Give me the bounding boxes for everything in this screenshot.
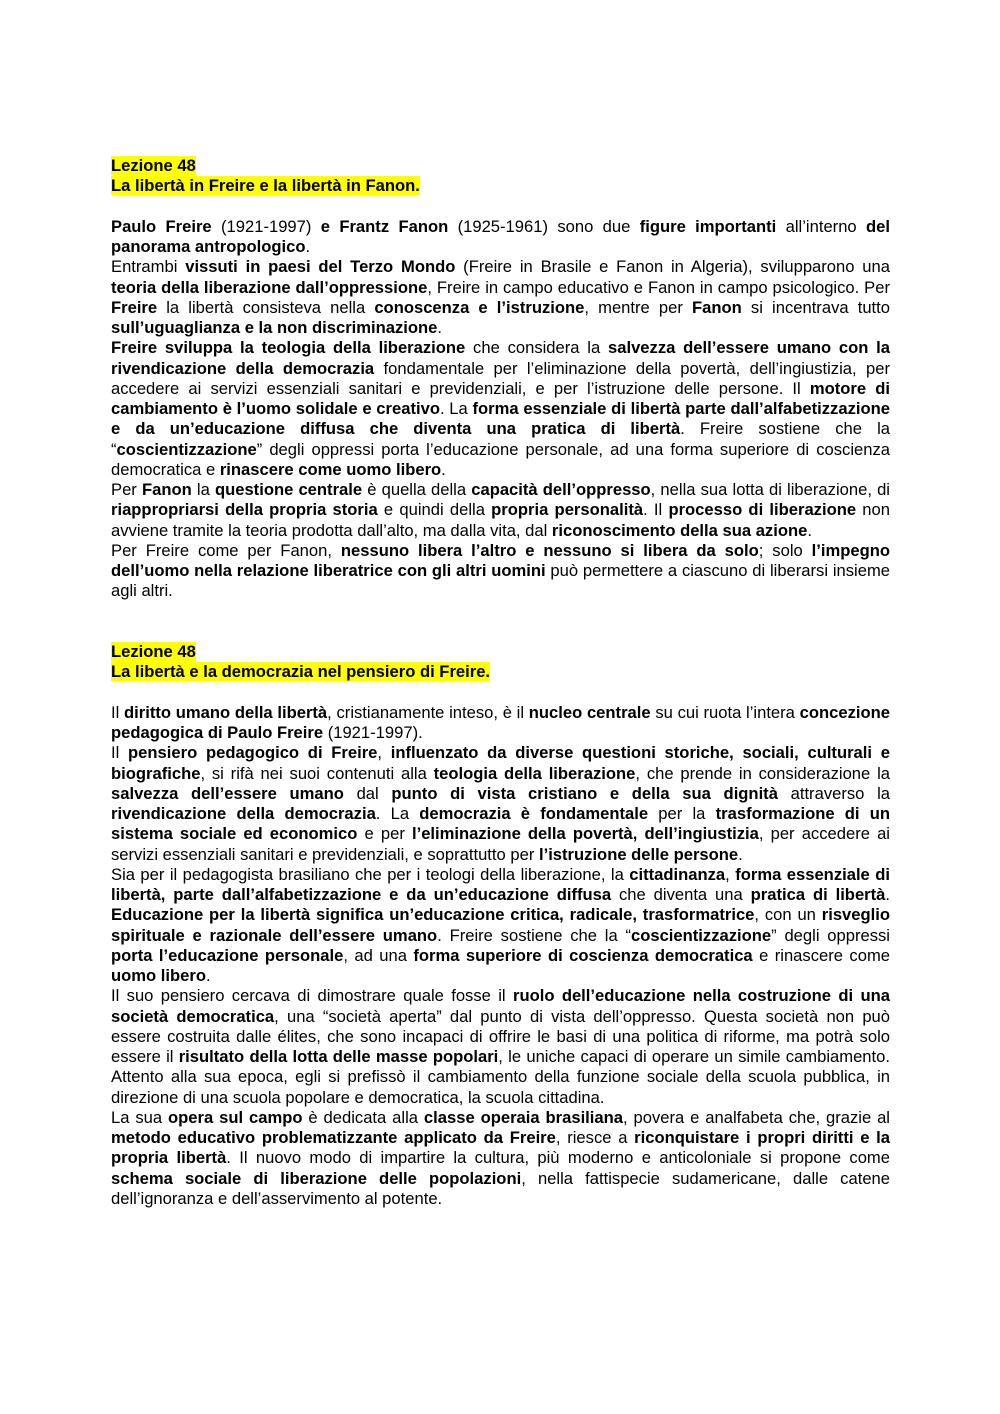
text: . bbox=[305, 237, 311, 256]
bold-text: opera sul campo bbox=[168, 1107, 303, 1127]
bold-text: salvezza dell’essere umano bbox=[111, 783, 344, 803]
lesson-2-heading bbox=[111, 642, 890, 683]
text: Il suo pensiero cercava di dimostrare quale fosse il bbox=[111, 986, 513, 1006]
bold-text: Freire bbox=[111, 297, 158, 317]
text: , che prende in considerazione la bbox=[635, 763, 890, 783]
text: Il bbox=[111, 743, 129, 763]
bold-text: salvezza dell’essere umano con la rivendicazione della democrazia bbox=[111, 338, 890, 378]
text: la libertà consisteva nella bbox=[157, 297, 375, 317]
text: si incentrava tutto bbox=[741, 297, 891, 317]
bold-text: pensiero pedagogico di Freire bbox=[128, 743, 378, 763]
bold-text: rivendicazione della democrazia bbox=[111, 804, 376, 823]
lesson-2-paragraph bbox=[111, 986, 890, 1108]
bold-text: cittadinanza bbox=[629, 864, 726, 884]
text: , cristianamente inteso, è il bbox=[327, 702, 529, 722]
lesson-1-body bbox=[111, 217, 890, 602]
text: . bbox=[441, 459, 446, 479]
bold-text: l’istruzione delle persone bbox=[538, 844, 739, 864]
text: . La bbox=[439, 399, 473, 418]
lesson-1-paragraph bbox=[111, 541, 890, 602]
text: , bbox=[377, 743, 391, 763]
bold-text: coscientizzazione bbox=[116, 439, 257, 459]
bold-text: riappropriarsi della propria storia bbox=[111, 500, 378, 520]
bold-text: schema sociale di liberazione delle popolazioni bbox=[111, 1168, 522, 1188]
bold-text: uomo libero bbox=[111, 966, 206, 985]
bold-text: nucleo centrale bbox=[528, 702, 651, 722]
text: , si rifà nei suoi contenuti alla bbox=[200, 763, 434, 783]
text: , le uniche capaci di operare un simile cambiamento. Attento alla sua epoca, egli si prefissò il cambiamento della funzione sociale della scuola pubblica, in direzione di una scuola popolare e democratica, la scuola cittadina. bbox=[111, 1047, 890, 1107]
text: su cui ruota l’intera bbox=[650, 702, 800, 722]
text: che considera la bbox=[465, 338, 608, 358]
text: , nella sua lotta di liberazione, di bbox=[650, 480, 890, 499]
text: . bbox=[885, 885, 891, 904]
bold-text: rinascere come uomo libero bbox=[219, 459, 442, 479]
text: , per accedere ai servizi essenziali sanitari e previdenziali, e soprattutto per bbox=[111, 824, 890, 864]
bold-text: risultato della lotta delle masse popolari bbox=[178, 1047, 499, 1066]
text: Sia per il pedagogista brasiliano che per i teologi della liberazione, la bbox=[111, 864, 630, 884]
text: La sua bbox=[111, 1107, 169, 1127]
text: (1921-1997) bbox=[211, 216, 321, 236]
bold-text: del panorama antropologico bbox=[111, 216, 890, 256]
text: . Il bbox=[643, 500, 669, 520]
text: la bbox=[191, 480, 215, 499]
lesson-1-title: La libertà in Freire e la libertà in Fanon. bbox=[111, 176, 420, 196]
bold-text: questione centrale bbox=[214, 480, 363, 499]
text: è quella della bbox=[362, 480, 472, 499]
bold-text: metodo educativo problematizzante applicato da Freire bbox=[111, 1128, 556, 1147]
text: , bbox=[725, 864, 736, 884]
bold-text: motore di cambiamento è l’uomo solidale e creativo bbox=[111, 378, 890, 418]
text: , una “società aperta” dal punto di vista dell’oppresso. Questa società non può essere costruita dalle élites, che sono incapaci di offrire le basi di una politica di riforme, ma potrà solo essere il bbox=[111, 1006, 891, 1066]
bold-text: conoscenza e l’istruzione bbox=[374, 297, 585, 317]
text: ” degli oppressi bbox=[771, 925, 890, 945]
lesson-2-number: Lezione 48 bbox=[111, 642, 196, 661]
bold-text: nessuno libera l’altro e nessuno si libera da solo bbox=[340, 540, 759, 560]
text: , riesce a bbox=[555, 1128, 635, 1147]
bold-text: teoria della liberazione dall’oppressione bbox=[111, 277, 428, 297]
lesson-1-number: Lezione 48 bbox=[111, 156, 196, 175]
text: . Il nuovo modo di impartire la cultura, più moderno e anticoloniale si propone come bbox=[226, 1148, 890, 1168]
lesson-2-paragraph bbox=[111, 1108, 890, 1209]
bold-text: forma essenziale di libertà, parte dall’alfabetizzazione e da un’educazione diffusa bbox=[111, 864, 890, 904]
text: per la bbox=[648, 804, 716, 823]
bold-text: Educazione per la libertà significa un’educazione critica, radicale, trasformatrice bbox=[111, 905, 755, 925]
text: , povera e analfabeta che, grazie al bbox=[623, 1107, 890, 1127]
lesson-2-body bbox=[111, 703, 890, 1209]
lesson-1-paragraph bbox=[111, 480, 890, 541]
text: non avviene tramite la teoria prodotta dall’alto, ma dalla vita, dal bbox=[111, 500, 890, 540]
bold-text: ruolo dell’educazione nella costruzione di una società democratica bbox=[111, 986, 891, 1026]
text: può permettere a ciascuno di liberarsi insieme agli altri. bbox=[111, 561, 891, 601]
lesson-1-paragraph bbox=[111, 217, 890, 258]
text: . bbox=[807, 520, 812, 540]
text: . La bbox=[375, 804, 420, 823]
text: è dedicata alla bbox=[302, 1107, 424, 1127]
bold-text: l’eliminazione della povertà, dell’ingiustizia bbox=[411, 824, 759, 844]
lesson-2-title: La libertà e la democrazia nel pensiero di Freire. bbox=[111, 662, 491, 682]
text: e quindi della bbox=[377, 500, 492, 520]
text: , ad una bbox=[343, 945, 414, 965]
bold-text: porta l’educazione personale bbox=[111, 945, 344, 965]
bold-text: forma superiore di coscienza democratica bbox=[413, 945, 753, 965]
text: ; solo bbox=[758, 540, 812, 560]
bold-text: e Frantz Fanon bbox=[320, 216, 449, 236]
bold-text: Paulo Freire bbox=[111, 216, 212, 236]
text: . bbox=[437, 318, 443, 337]
lesson-2-paragraph bbox=[111, 703, 890, 744]
text: e rinascere come bbox=[752, 945, 890, 965]
bold-text: punto di vista cristiano e della sua dignità bbox=[391, 783, 778, 803]
text: che diventa una bbox=[611, 885, 751, 904]
bold-text: risveglio spirituale e razionale dell’essere umano bbox=[111, 905, 891, 945]
text: Entrambi bbox=[111, 257, 186, 277]
bold-text: riconquistare i propri diritti e la propria libertà bbox=[111, 1128, 890, 1168]
bold-text: riconoscimento della sua azione bbox=[551, 520, 808, 540]
bold-text: l’impegno dell’uomo nella relazione liberatrice con gli altri uomini bbox=[111, 540, 891, 580]
text: Per bbox=[111, 480, 142, 499]
text: . bbox=[738, 844, 743, 864]
bold-text: pratica di libertà bbox=[750, 885, 886, 904]
bold-text: trasformazione di un sistema sociale ed economico bbox=[111, 804, 890, 844]
bold-text: Fanon bbox=[692, 297, 742, 317]
text: (1921-1997). bbox=[323, 723, 423, 742]
bold-text: Freire sviluppa la teologia della liberazione bbox=[111, 338, 466, 358]
text: , mentre per bbox=[584, 297, 693, 317]
text: all’interno bbox=[776, 216, 866, 236]
bold-text: teologia della liberazione bbox=[433, 763, 636, 783]
text: Per Freire come per Fanon, bbox=[111, 540, 341, 560]
bold-text: forma essenziale di libertà parte dall’alfabetizzazione e da un’educazione diffusa che diventa una pratica di libertà bbox=[111, 399, 890, 439]
lesson-2-paragraph bbox=[111, 865, 890, 987]
text: fondamentale per l’eliminazione della povertà, dell’ingiustizia, per accedere ai servizi essenziali sanitari e previdenziali, e per l’istruzione delle persone. Il bbox=[111, 358, 890, 398]
lesson-1-paragraph bbox=[111, 338, 890, 480]
bold-text: capacità dell’oppresso bbox=[471, 480, 651, 499]
text: Il bbox=[111, 702, 125, 722]
bold-text: classe operaia brasiliana bbox=[423, 1107, 623, 1127]
text: , Freire in campo educativo e Fanon in campo psicologico. Per bbox=[427, 277, 891, 297]
bold-text: diritto umano della libertà bbox=[124, 702, 328, 722]
text: dal bbox=[343, 783, 392, 803]
text: , con un bbox=[754, 905, 822, 925]
bold-text: Fanon bbox=[141, 480, 192, 499]
text: (1925-1961) sono due bbox=[448, 216, 640, 236]
bold-text: vissuti in paesi del Terzo Mondo bbox=[185, 257, 456, 277]
text: (Freire in Brasile e Fanon in Algeria), svilupparono una bbox=[455, 257, 890, 277]
bold-text: coscientizzazione bbox=[630, 925, 772, 945]
bold-text: democrazia è fondamentale bbox=[419, 804, 649, 823]
text: . Freire sostiene che la “ bbox=[111, 419, 891, 459]
text: . Freire sostiene che la “ bbox=[437, 925, 631, 945]
bold-text: influenzato da diverse questioni storiche, sociali, culturali e biografiche bbox=[111, 743, 890, 783]
text: ” degli oppressi porta l’educazione personale, ad una forma superiore di coscienza democratica e bbox=[111, 439, 890, 479]
text: . bbox=[205, 966, 211, 985]
lesson-1-paragraph bbox=[111, 257, 890, 338]
bold-text: figure importanti bbox=[639, 216, 777, 236]
lesson-1-heading bbox=[111, 156, 890, 197]
bold-text: concezione pedagogica di Paulo Freire bbox=[111, 702, 890, 742]
bold-text: propria personalità bbox=[491, 500, 644, 520]
lesson-2-paragraph bbox=[111, 743, 890, 865]
bold-text: sull’uguaglianza e la non discriminazione bbox=[111, 318, 438, 337]
text: , nella fattispecie sudamericane, dalle catene dell’ignoranza e dell’asservimento al potente. bbox=[111, 1168, 891, 1208]
text: attraverso la bbox=[777, 783, 890, 803]
bold-text: processo di liberazione bbox=[668, 500, 857, 520]
text: e per bbox=[357, 824, 412, 844]
document-page bbox=[111, 156, 890, 1209]
